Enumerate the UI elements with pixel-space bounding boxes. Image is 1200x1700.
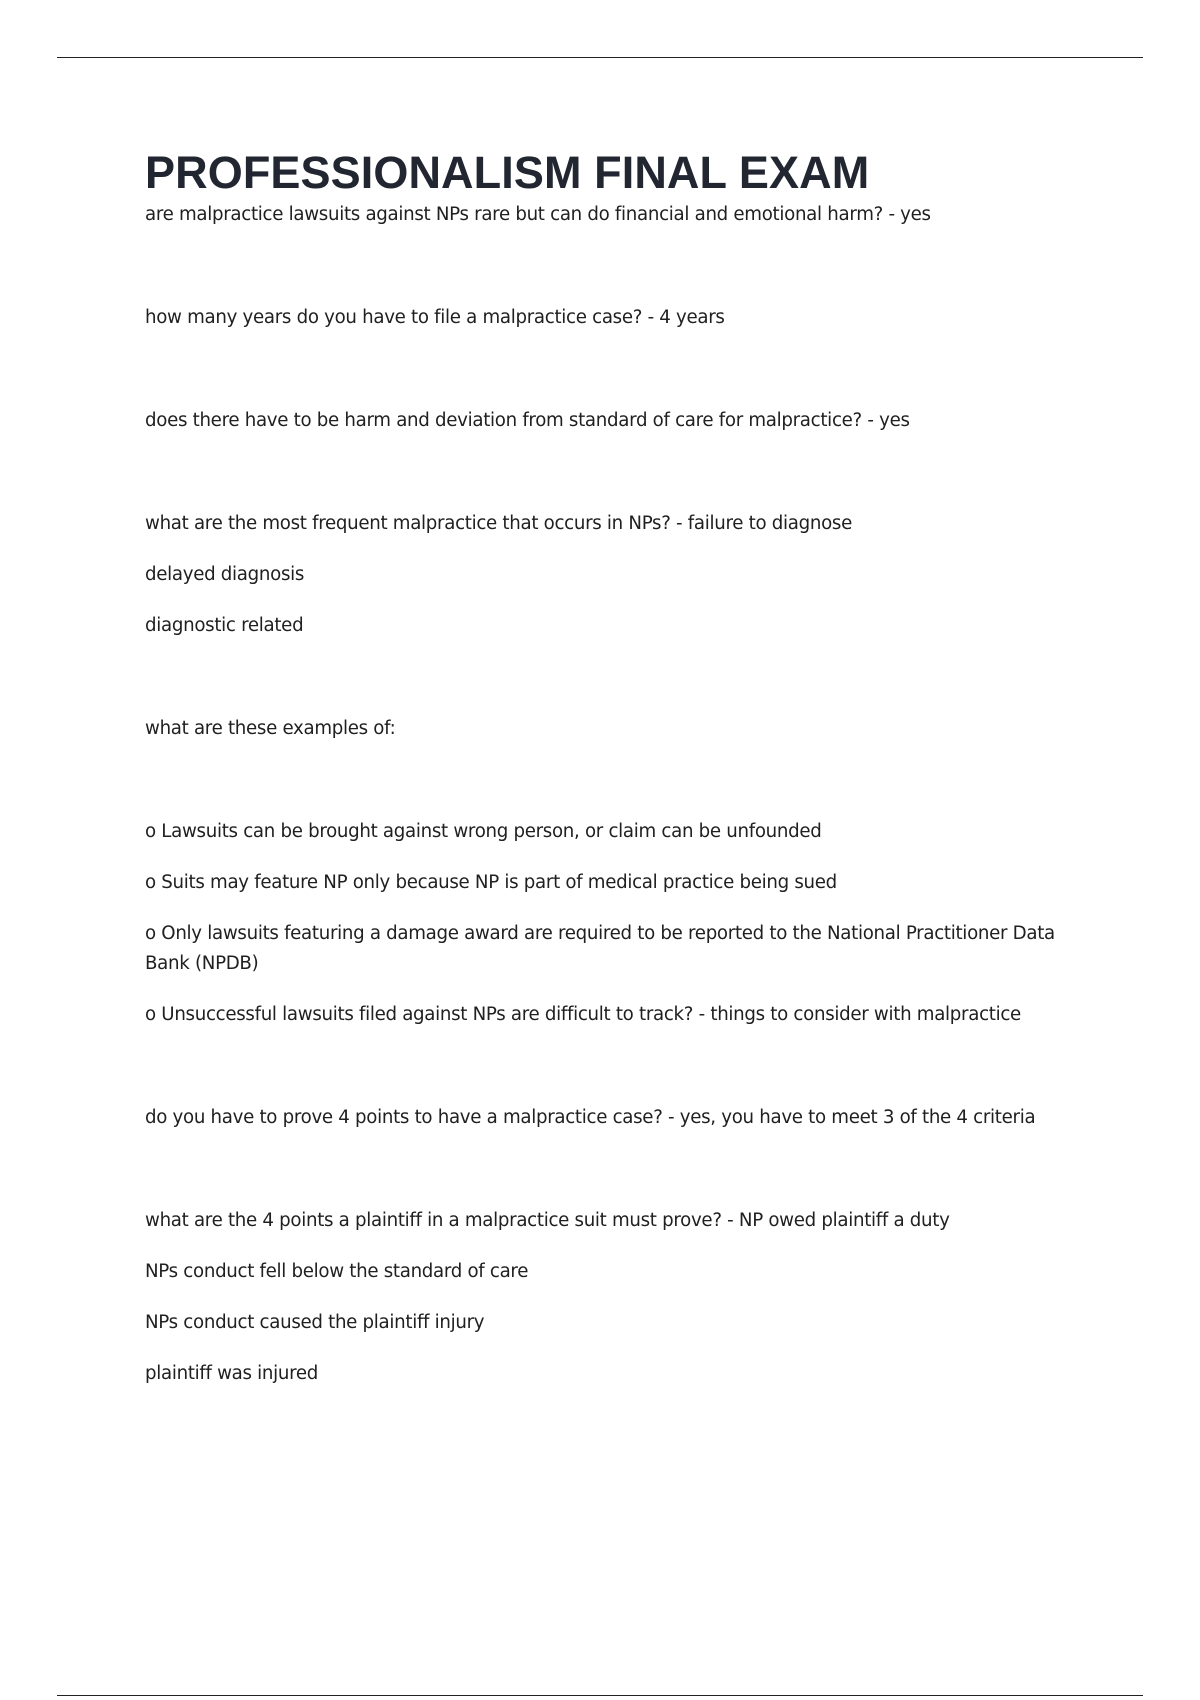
- document-body: [145, 146, 1085, 1389]
- top-rule: [57, 57, 1143, 58]
- qa-line-1: are malpractice lawsuits against NPs rare but can do financial and emotional harm? - yes: [145, 204, 931, 225]
- qa-line-6: diagnostic related: [145, 615, 304, 636]
- qa-line-15: NPs conduct caused the plaintiff injury: [145, 1312, 485, 1333]
- qa-line-2: how many years do you have to file a malpractice case? - 4 years: [145, 307, 725, 328]
- qa-line-12: do you have to prove 4 points to have a malpractice case? - yes, you have to meet 3 of the 4 criteria: [145, 1107, 1036, 1128]
- qa-line-5: delayed diagnosis: [145, 564, 305, 585]
- qa-line-16: plaintiff was injured: [145, 1363, 319, 1384]
- qa-line-9: o Suits may feature NP only because NP is part of medical practice being sued: [145, 872, 837, 893]
- qa-line-7: what are these examples of:: [145, 718, 396, 739]
- qa-line-4: what are the most frequent malpractice that occurs in NPs? - failure to diagnose: [145, 513, 852, 534]
- qa-line-11: o Unsuccessful lawsuits filed against NPs are difficult to track? - things to consider with malpractice: [145, 1004, 1021, 1025]
- bottom-rule: [57, 1695, 1143, 1696]
- document-title: PROFESSIONALISM FINAL EXAM: [145, 147, 870, 198]
- qa-line-3: does there have to be harm and deviation from standard of care for malpractice? - yes: [145, 410, 910, 431]
- qa-line-13: what are the 4 points a plaintiff in a malpractice suit must prove? - NP owed plaintiff a duty: [145, 1210, 950, 1231]
- qa-line-14: NPs conduct fell below the standard of care: [145, 1261, 529, 1282]
- qa-line-10: o Only lawsuits featuring a damage award are required to be reported to the National Practitioner Data Bank (NPDB): [145, 923, 1055, 974]
- qa-line-8: o Lawsuits can be brought against wrong person, or claim can be unfounded: [145, 821, 822, 842]
